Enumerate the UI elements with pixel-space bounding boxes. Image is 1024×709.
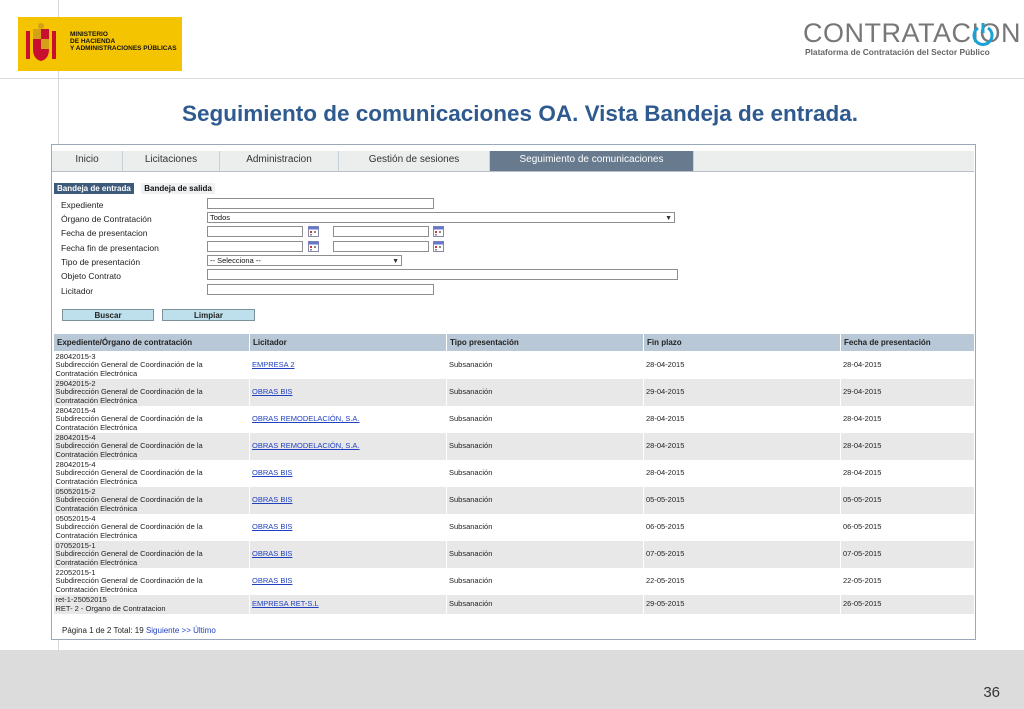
next-page-link[interactable]: Siguiente >>: [145, 626, 191, 635]
objeto-contrato-input[interactable]: [207, 269, 678, 280]
app-screenshot: [51, 144, 976, 640]
cell-tipo: Subsanación: [447, 487, 644, 514]
cell-fin-plazo: 05-05-2015: [644, 487, 841, 514]
organo-name: RET- 2 - Organo de Contratacion: [55, 603, 166, 613]
cell-fecha: 28-04-2015: [841, 460, 975, 487]
subtabs: [54, 178, 218, 196]
cell-tipo: Subsanación: [447, 541, 644, 568]
cell-fin-plazo: 06-05-2015: [644, 514, 841, 541]
header-licitador[interactable]: Licitador: [250, 334, 447, 352]
expediente-id: ret-1-25052015: [55, 595, 107, 604]
cell-fecha: 07-05-2015: [841, 541, 975, 568]
cell-expediente: [54, 352, 250, 380]
tab-inicio[interactable]: Inicio: [52, 151, 123, 171]
contratacion-wordmark: CONTRATACION: [803, 18, 1021, 48]
organo-name: Subdirección General de Coordinación de la Contratación Electrónica: [55, 387, 203, 405]
coat-of-arms-icon: [24, 23, 58, 65]
cell-tipo: Subsanación: [447, 352, 644, 380]
cell-expediente: [54, 595, 250, 614]
licitador-link[interactable]: OBRAS BIS: [252, 576, 293, 586]
cell-fin-plazo: 28-04-2015: [644, 352, 841, 380]
cell-expediente: [54, 433, 250, 460]
organo-name: Subdirección General de Coordinación de la Contratación Electrónica: [55, 576, 203, 594]
cell-tipo: Subsanación: [447, 433, 644, 460]
label-licitador: Licitador: [61, 286, 94, 296]
table-row: [54, 460, 975, 487]
expediente-id: 28042015-4: [55, 405, 96, 415]
table-header-row: [54, 334, 975, 352]
cell-licitador: [250, 352, 447, 380]
licitador-link[interactable]: OBRAS REMODELACIÓN, S.A.: [252, 414, 360, 424]
calendar-icon[interactable]: [308, 226, 319, 237]
limpiar-button[interactable]: Limpiar: [162, 309, 255, 321]
fecha-presentacion-desde-input[interactable]: [207, 226, 303, 237]
tab-licitaciones[interactable]: Licitaciones: [123, 151, 220, 171]
tab-administracion[interactable]: Administracion: [220, 151, 339, 171]
cell-licitador: [250, 433, 447, 460]
licitador-link[interactable]: OBRAS BIS: [252, 387, 293, 397]
table-row: [54, 514, 975, 541]
cell-tipo: Subsanación: [447, 568, 644, 595]
header-fecha-presentacion[interactable]: Fecha de presentación: [841, 334, 975, 352]
cell-licitador: [250, 379, 447, 406]
power-icon: [971, 22, 995, 46]
cell-expediente: [54, 406, 250, 433]
contratacion-logo: [803, 18, 1021, 63]
label-fecha-presentacion: Fecha de presentacion: [61, 228, 148, 238]
licitador-link[interactable]: EMPRESA RET-S.L: [252, 599, 319, 609]
organo-name: Subdirección General de Coordinación de la Contratación Electrónica: [55, 495, 203, 513]
cell-fin-plazo: 28-04-2015: [644, 460, 841, 487]
cell-fecha: 06-05-2015: [841, 514, 975, 541]
cell-expediente: [54, 379, 250, 406]
calendar-icon[interactable]: [433, 226, 444, 237]
licitador-link[interactable]: OBRAS BIS: [252, 468, 293, 478]
ministerio-line-2: DE HACIENDA: [70, 38, 116, 46]
licitador-link[interactable]: OBRAS BIS: [252, 522, 293, 532]
expediente-id: 28042015-3: [55, 351, 96, 361]
ministerio-line-3: Y ADMINISTRACIONES PÚBLICAS: [70, 45, 177, 53]
licitador-link[interactable]: OBRAS BIS: [252, 549, 293, 559]
expediente-id: 28042015-4: [55, 432, 96, 442]
organo-name: Subdirección General de Coordinación de la Contratación Electrónica: [55, 522, 203, 540]
organo-name: Subdirección General de Coordinación de la Contratación Electrónica: [55, 441, 203, 459]
expediente-id: 29042015-2: [55, 378, 96, 388]
cell-licitador: [250, 406, 447, 433]
cell-fecha: 05-05-2015: [841, 487, 975, 514]
cell-fecha: 29-04-2015: [841, 379, 975, 406]
cell-fecha: 26-05-2015: [841, 595, 975, 614]
cell-licitador: [250, 595, 447, 614]
ministerio-logo: [18, 17, 182, 71]
tab-seguimiento-comunicaciones[interactable]: Seguimiento de comunicaciones: [490, 151, 694, 171]
cell-fin-plazo: 28-04-2015: [644, 406, 841, 433]
cell-licitador: [250, 514, 447, 541]
cell-fin-plazo: 07-05-2015: [644, 541, 841, 568]
cell-tipo: Subsanación: [447, 595, 644, 614]
subtab-bandeja-salida[interactable]: Bandeja de salida: [141, 183, 215, 194]
cell-fecha: 28-04-2015: [841, 433, 975, 460]
label-organo: Órgano de Contratación: [61, 214, 152, 224]
table-row: [54, 541, 975, 568]
ministerio-line-1: MINISTERIO: [70, 31, 108, 38]
cell-expediente: [54, 541, 250, 568]
header-fin-plazo[interactable]: Fin plazo: [644, 334, 841, 352]
expediente-input[interactable]: [207, 198, 434, 209]
header-expediente[interactable]: Expediente/Órgano de contratación: [54, 334, 250, 352]
tipo-select-value: -- Selecciona --: [210, 256, 261, 265]
cell-tipo: Subsanación: [447, 406, 644, 433]
fecha-fin-hasta-input[interactable]: [333, 241, 429, 252]
pagination-summary: Página 1 de 2 Total: 19: [62, 626, 144, 635]
licitador-link[interactable]: OBRAS BIS: [252, 495, 293, 505]
organo-name: Subdirección General de Coordinación de la Contratación Electrónica: [55, 468, 203, 486]
cell-licitador: [250, 568, 447, 595]
licitador-input[interactable]: [207, 284, 434, 295]
cell-expediente: [54, 568, 250, 595]
cell-fecha: 28-04-2015: [841, 406, 975, 433]
expediente-id: 22052015-1: [55, 567, 96, 577]
expediente-id: 05052015-2: [55, 486, 96, 496]
organo-name: Subdirección General de Coordinación de la Contratación Electrónica: [55, 360, 203, 378]
organo-name: Subdirección General de Coordinación de la Contratación Electrónica: [55, 414, 203, 432]
fecha-fin-desde-input[interactable]: [207, 241, 303, 252]
chevron-down-icon: ▼: [665, 215, 672, 222]
label-objeto: Objeto Contrato: [61, 271, 122, 281]
expediente-id: 07052015-1: [55, 540, 96, 550]
licitador-link[interactable]: EMPRESA 2: [252, 360, 295, 370]
cell-expediente: [54, 460, 250, 487]
fecha-presentacion-hasta-input[interactable]: [333, 226, 429, 237]
cell-licitador: [250, 460, 447, 487]
header-tipo[interactable]: Tipo presentación: [447, 334, 644, 352]
slide-footer-band: [0, 650, 1024, 709]
main-tabbar: [52, 151, 974, 172]
tipo-presentacion-select[interactable]: [207, 255, 402, 266]
cell-expediente: [54, 487, 250, 514]
expediente-id: 28042015-4: [55, 459, 96, 469]
tab-gestion-sesiones[interactable]: Gestión de sesiones: [339, 151, 490, 171]
cell-expediente: [54, 514, 250, 541]
cell-fin-plazo: 22-05-2015: [644, 568, 841, 595]
table-row: [54, 433, 975, 460]
slide-page-number: 36: [983, 684, 1000, 701]
organo-select[interactable]: [207, 212, 675, 223]
cell-licitador: [250, 487, 447, 514]
table-row: [54, 406, 975, 433]
cell-fecha: 28-04-2015: [841, 352, 975, 380]
label-fecha-fin: Fecha fin de presentacion: [61, 243, 159, 253]
cell-tipo: Subsanación: [447, 460, 644, 487]
organo-select-value: Todos: [210, 213, 231, 222]
results-table: [53, 333, 975, 614]
table-row: [54, 352, 975, 380]
table-row: [54, 379, 975, 406]
organo-name: Subdirección General de Coordinación de la Contratación Electrónica: [55, 549, 203, 567]
calendar-icon[interactable]: [308, 241, 319, 252]
table-row: [54, 487, 975, 514]
pagination: [52, 625, 976, 637]
contratacion-subtitle: Plataforma de Contratación del Sector Público: [805, 47, 990, 57]
label-tipo: Tipo de presentación: [61, 257, 141, 267]
cell-fin-plazo: 28-04-2015: [644, 433, 841, 460]
expediente-id: 05052015-4: [55, 513, 96, 523]
calendar-icon[interactable]: [433, 241, 444, 252]
ministerio-text: [70, 31, 177, 53]
cell-tipo: Subsanación: [447, 379, 644, 406]
slide-title: Seguimiento de comunicaciones OA. Vista Bandeja de entrada.: [181, 101, 859, 126]
chevron-down-icon: ▼: [392, 258, 399, 265]
subtab-bandeja-entrada[interactable]: Bandeja de entrada: [54, 183, 134, 194]
table-row: [54, 595, 975, 614]
cell-licitador: [250, 541, 447, 568]
cell-tipo: Subsanación: [447, 514, 644, 541]
table-row: [54, 568, 975, 595]
slide-header-rule: [0, 78, 1024, 79]
label-expediente: Expediente: [61, 200, 104, 210]
cell-fecha: 22-05-2015: [841, 568, 975, 595]
licitador-link[interactable]: OBRAS REMODELACIÓN, S.A.: [252, 441, 360, 451]
cell-fin-plazo: 29-04-2015: [644, 379, 841, 406]
cell-fin-plazo: 29-05-2015: [644, 595, 841, 614]
last-page-link[interactable]: Último: [193, 626, 216, 635]
buscar-button[interactable]: Buscar: [62, 309, 154, 321]
